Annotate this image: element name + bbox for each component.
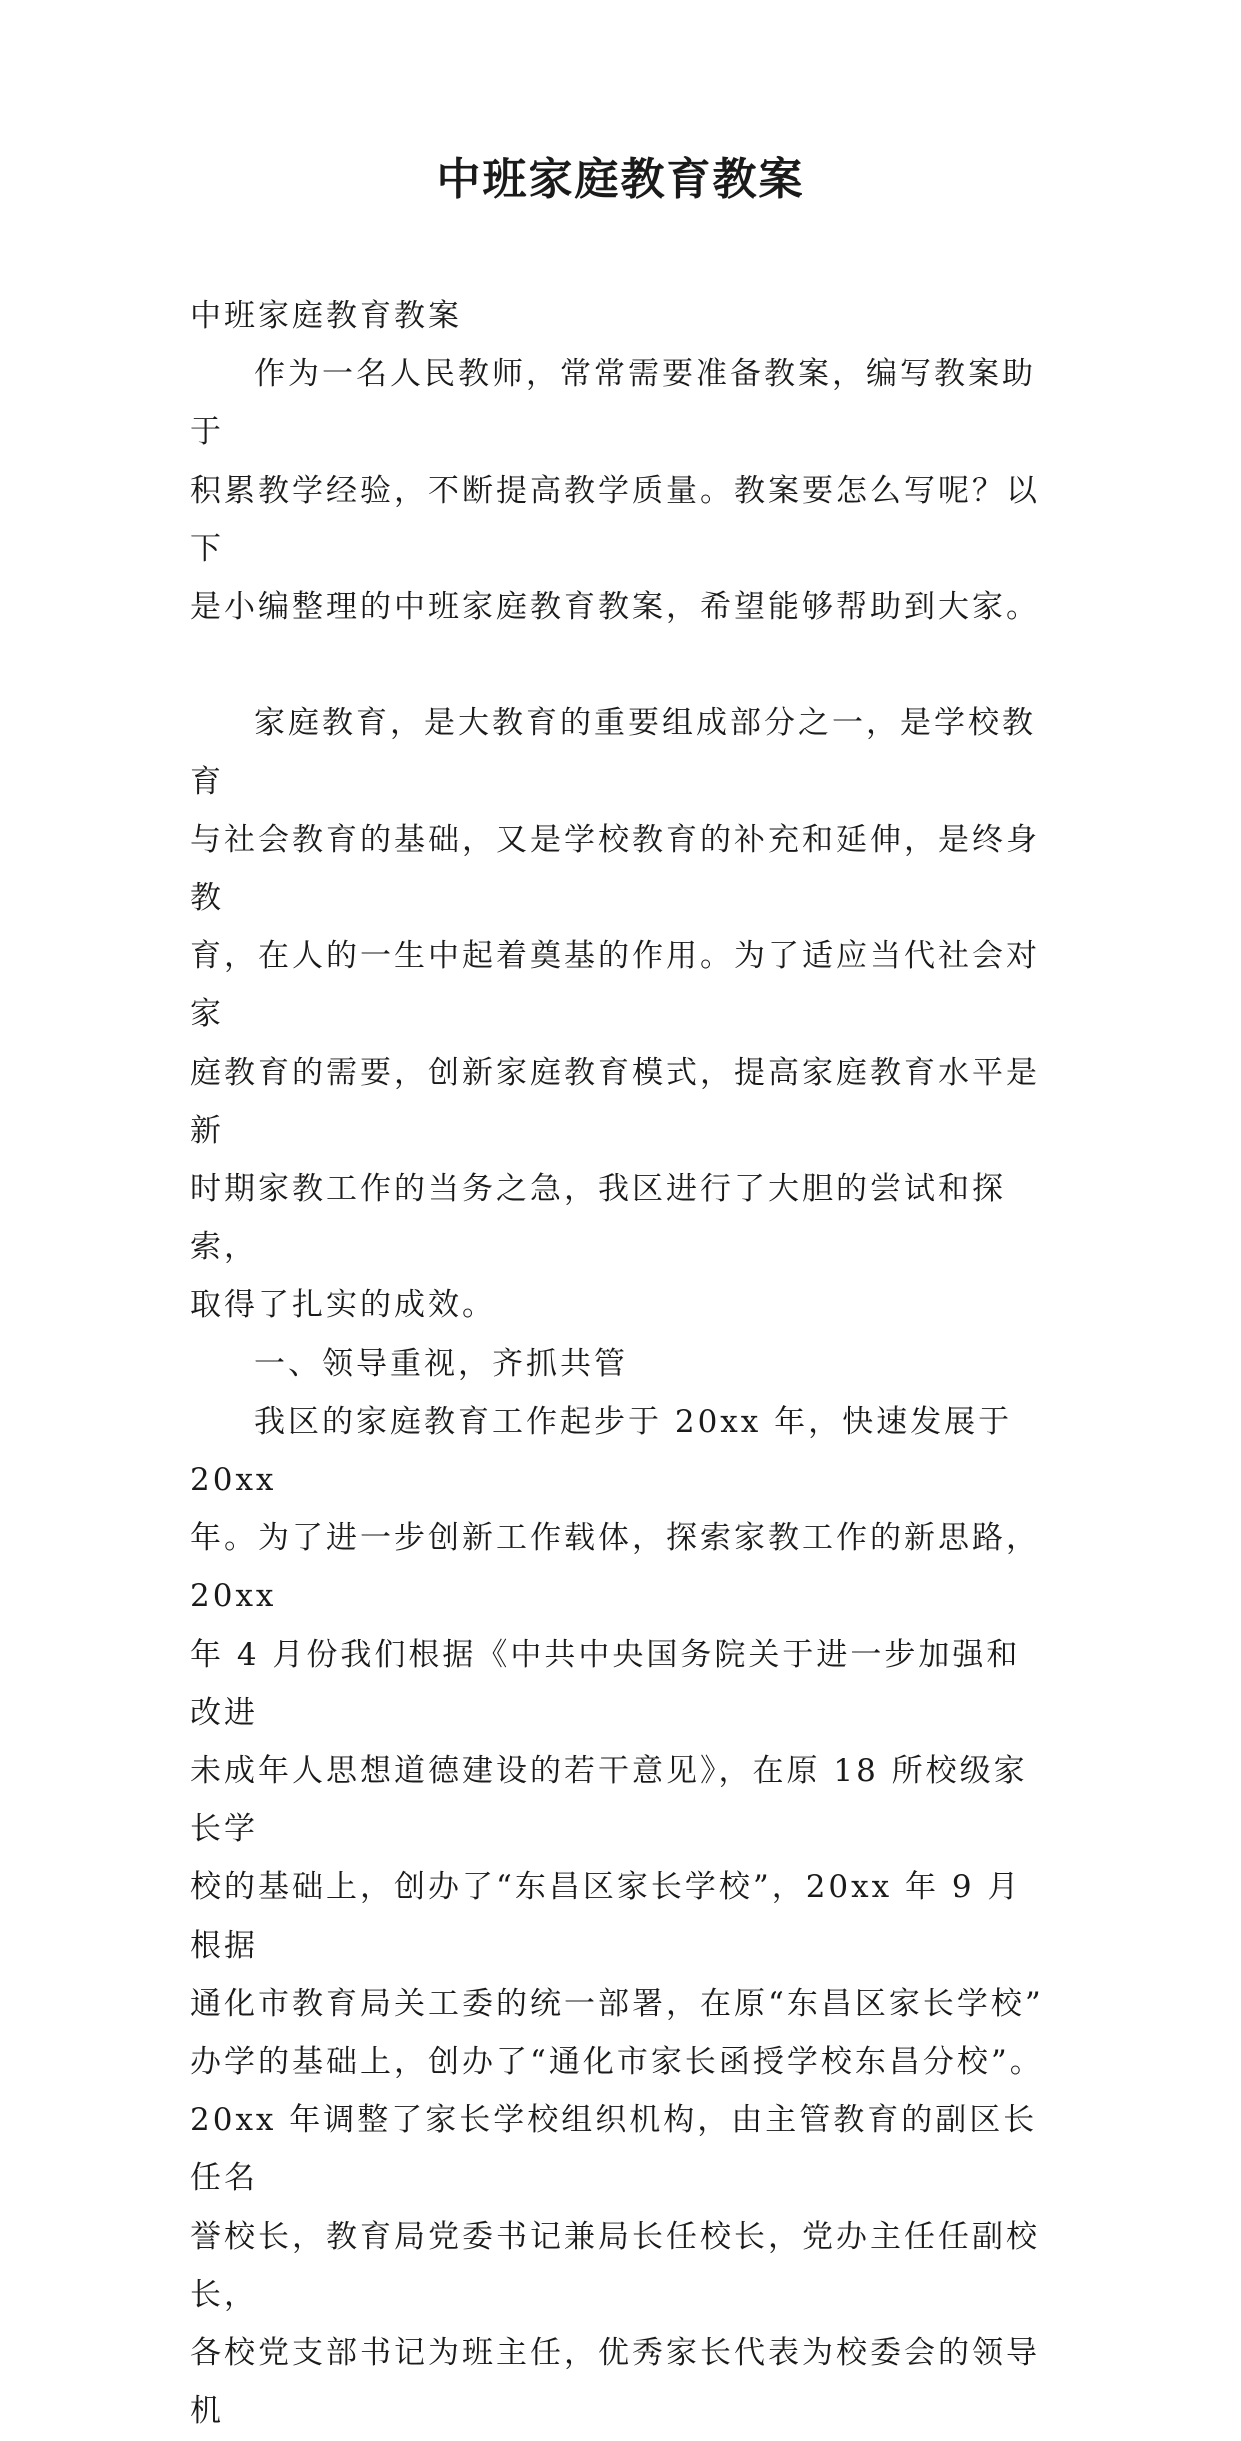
subtitle-line: 中班家庭教育教案 — [190, 298, 462, 334]
body-line: 校的基础上，创办了“东昌区家长学校”，20xx 年 9 月根据 — [190, 1869, 1022, 1964]
body-line: 通化市教育局关工委的统一部署，在原“东昌区家长学校” — [190, 1985, 1044, 2022]
body-line: 各校党支部书记为班主任，优秀家长代表为校委会的领导机 — [190, 2335, 1040, 2430]
intro-line: 积累教学经验，不断提高教学质量。教案要怎么写呢？以下 — [190, 472, 1040, 567]
blank-line — [190, 636, 1050, 694]
body-line: 誉校长，教育局党委书记兼局长任校长，党办主任任副校长， — [190, 2218, 1040, 2313]
intro-line: 作为一名人民教师，常常需要准备教案，编写教案助于 — [190, 356, 1036, 451]
body-line: 家庭教育，是大教育的重要组成部分之一，是学校教育 — [190, 705, 1036, 800]
body-line: 年。为了进一步创新工作载体，探索家教工作的新思路，20xx — [190, 1520, 1040, 1615]
body-line: 办学的基础上，创办了“通化市家长函授学校东昌分校”。 — [190, 2044, 1044, 2081]
body-line: 庭教育的需要，创新家庭教育模式，提高家庭教育水平是新 — [190, 1054, 1040, 1149]
body-line: 我区的家庭教育工作起步于 20xx 年，快速发展于 20xx — [190, 1403, 1025, 1499]
body-line: 与社会教育的基础，又是学校教育的补充和延伸，是终身教 — [190, 821, 1040, 917]
body-line: 育，在人的一生中起着奠基的作用。为了适应当代社会对家 — [190, 938, 1040, 1033]
intro-line: 是小编整理的中班家庭教育教案，希望能够帮助到大家。 — [190, 589, 1040, 626]
document-body — [190, 287, 1050, 2441]
section-heading: 一、领导重视，齐抓共管 — [254, 1345, 628, 1382]
body-line: 20xx 年调整了家长学校组织机构，由主管教育的副区长任名 — [190, 2102, 1038, 2197]
document-title: 中班家庭教育教案 — [436, 154, 805, 205]
body-line: 时期家教工作的当务之急，我区进行了大胆的尝试和探索， — [190, 1171, 1006, 1266]
body-line: 年 4 月份我们根据《中共中央国务院关于进一步加强和改进 — [190, 1636, 1021, 1731]
body-line: 未成年人思想道德建设的若干意见》，在原 18 所校级家长学 — [190, 1753, 1028, 1848]
body-line: 取得了扎实的成效。 — [190, 1287, 496, 1324]
